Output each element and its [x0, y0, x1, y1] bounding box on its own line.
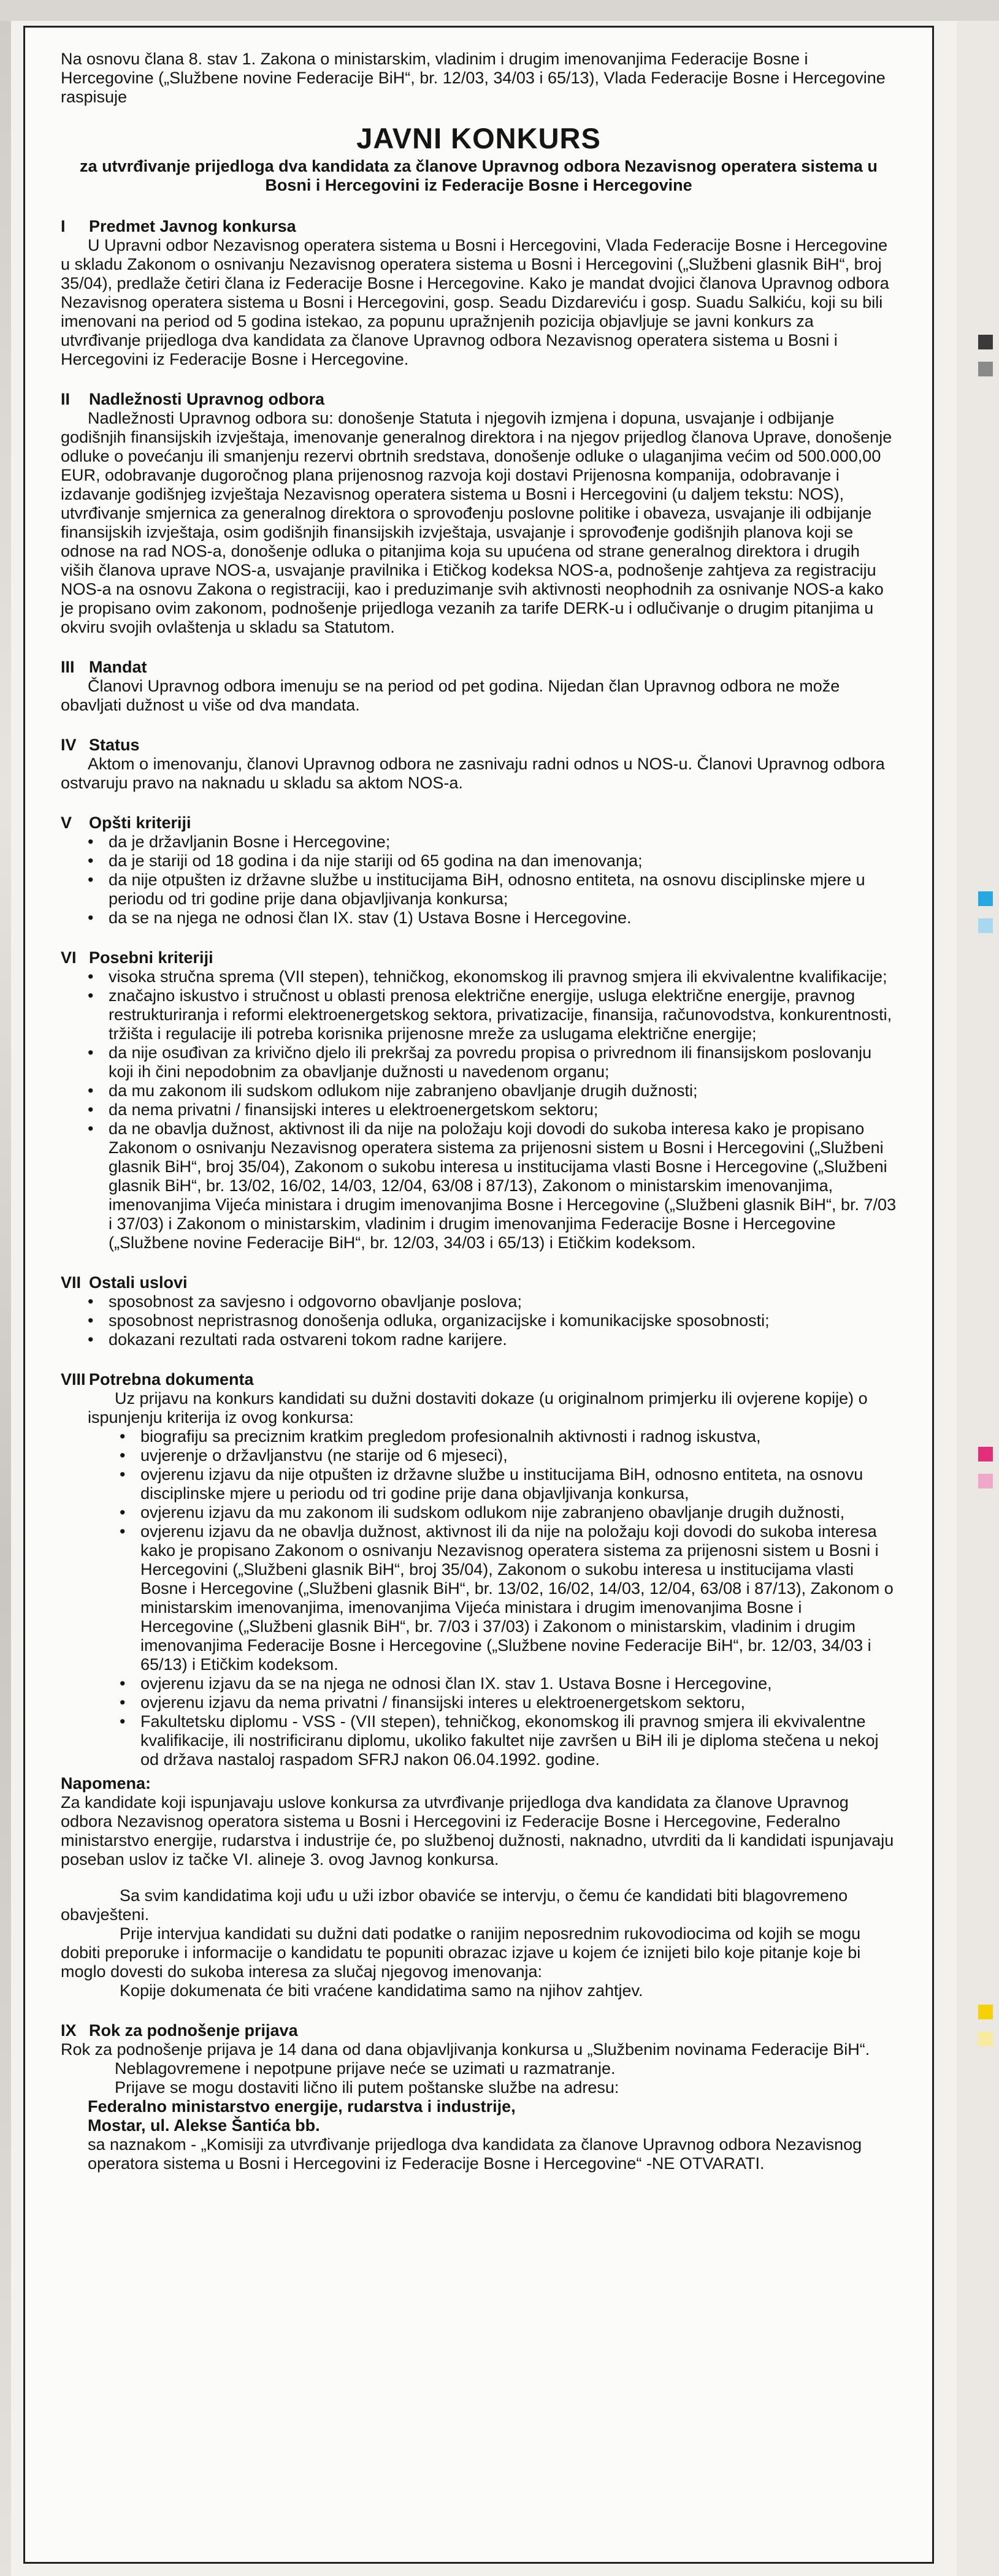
- criteria-list: [61, 967, 897, 1252]
- right-margin: [957, 21, 999, 2576]
- note-heading: Napomena:: [61, 1774, 151, 1793]
- list-item: • da se na njega ne odnosi član IX. stav (1) Ustava Bosne i Hercegovine.: [88, 909, 897, 928]
- section-number: VIII: [61, 1370, 86, 1389]
- note-paragraph: Prije intervjua kandidati su dužni dati podatke o ranijim neposrednim rukovodiocima od kojih se mogu dobiti preporuke i informacije o kandidatu te popuniti obrazac izjave u kojem će iznijeti bilo koje pitanje koje bi moglo dovesti do sukoba interesa za slučaj njegovog imenovanja:: [61, 1924, 861, 1981]
- envelope-label: sa naznakom - „Komisiji za utvrđivanje prijedloga dva kandidata za članove Upravnog odbora Nezavisnog operatora sistema u Bosni i Hercegovini iz Federacije Bosne i Hercegovine“ -NE OTVARATI.: [88, 2135, 862, 2173]
- list-item: • biografiju sa preciznim kratkim pregledom profesionalnih aktivnosti i radnog iskustva,: [120, 1427, 897, 1446]
- list-item: • da je državljanin Bosne i Hercegovine;: [88, 833, 897, 852]
- documents-list: [61, 1427, 897, 1769]
- section-title: Mandat: [89, 658, 147, 676]
- deadline-paragraph: Rok za podnošenje prijava je 14 dana od dana objavljivanja konkursa u „Službenim novinama Federacije BiH“.: [61, 2040, 870, 2059]
- section-special-criteria: [61, 948, 897, 1252]
- section-number: V: [61, 814, 72, 832]
- section-required-documents: [61, 1370, 897, 2000]
- list-item: • da nije osuđivan za krivično djelo ili prekršaj za povredu propisa o privrednom ili finansijskom poslovanju koji ih čini nepodobnim za obavljanje dužnosti u navedenom organu;: [88, 1043, 897, 1081]
- list-item: • da nema privatni / finansijski interes u elektroenergetskom sektoru;: [88, 1100, 897, 1119]
- section-status: [61, 736, 897, 793]
- section-title: Ostali uslovi: [89, 1273, 188, 1292]
- section-other-conditions: [61, 1273, 897, 1349]
- section-mandate: [61, 658, 897, 715]
- list-item: • ovjerenu izjavu da se na njega ne odnosi član IX. stav 1. Ustava Bosne i Hercegovine,: [120, 1674, 897, 1693]
- section-text: Aktom o imenovanju, članovi Upravnog odbora ne zasnivaju radni odnos u NOS-u. Članovi Upravnog odbora ostvaruju pravo na naknadu u skladu sa aktom NOS-a.: [61, 755, 885, 792]
- list-item: • ovjerenu izjavu da nema privatni / finansijski interes u elektroenergetskom sektoru,: [120, 1693, 897, 1712]
- deadline-paragraph: Neblagovremene i nepotpune prijave neće se uzimati u razmatranje.: [115, 2059, 616, 2078]
- deadline-paragraph: Prijave se mogu dostaviti lično ili putem poštanske službe na adresu:: [115, 2078, 619, 2097]
- section-text: Članovi Upravnog odbora imenuju se na period od pet godina. Nijedan član Upravnog odbora ne može obavljati dužnost u više od dva mandata.: [61, 677, 840, 714]
- section-deadline: [61, 2021, 897, 2173]
- top-page-edge: [0, 0, 999, 21]
- list-item: • dokazani rezultati rada ostvareni tokom radne karijere.: [88, 1330, 897, 1349]
- list-item: • sposobnost za savjesno i odgovorno obavljanje poslova;: [88, 1292, 897, 1311]
- address-line: Federalno ministarstvo energije, rudarstva i industrije,: [88, 2097, 516, 2116]
- section-title: Posebni kriteriji: [89, 948, 213, 967]
- note-paragraph: Kopije dokumenata će biti vraćene kandidatima samo na njihov zahtjev.: [120, 1981, 643, 2000]
- section-number: IV: [61, 736, 77, 754]
- list-item: • ovjerenu izjavu da mu zakonom ili sudskom odlukom nije zabranjeno obavljanje drugih dužnosti,: [120, 1503, 897, 1522]
- note-paragraph: Sa svim kandidatima koji uđu u uži izbor obaviće se intervju, o čemu će kandidati biti blagovremeno obavješteni.: [61, 1886, 848, 1924]
- address-line: Mostar, ul. Alekse Šantića bb.: [88, 2116, 320, 2135]
- registration-mark-magenta-light: [978, 1474, 993, 1488]
- section-number: IX: [61, 2021, 77, 2040]
- section-competences: [61, 390, 897, 637]
- list-item: • ovjerenu izjavu da ne obavlja dužnost, aktivnost ili da nije na položaju koji dovodi do sukoba interesa kako je propisano Zakonom o osnivanju Nezavisnog operatera sistema za prijenosni sistem u Bosni i Hercegovini („Službeni glasnik BiH“, broj 35/04), Zakonom o sukobu interesa u institucijama vlasti Bosne i Hercegovine („Službeni glasnik BiH“, br. 13/02, 16/02, 14/03, 12/04, 63/08 i 87/13), Zakonom o ministarskim imenovanjima, imenovanjima Vijeća ministara i drugim imenovanjima Bosne i Hercegovine („Službeni glasnik BiH“, br. 7/03 i 37/03) i Zakonom o ministarskim, vladinim i drugim imenovanjima Federacije Bosne i Hercegovine („Službene novine Federacije BiH“, br. 12/03, 34/03 i 65/13) i Etičkim kodeksom.: [120, 1522, 897, 1674]
- registration-mark-magenta: [978, 1447, 993, 1461]
- list-item: • ovjerenu izjavu da nije otpušten iz državne službe u institucijama BiH, odnosno entiteta, na osnovu disciplinske mjere u periodu od tri godine prije dana objavljivanja konkursa,: [120, 1465, 897, 1503]
- notice-title: JAVNI KONKURS: [356, 122, 601, 154]
- section-number: VI: [61, 948, 77, 967]
- section-title: Opšti kriteriji: [89, 814, 191, 832]
- left-page-edge: [0, 21, 11, 2576]
- section-text: Nadležnosti Upravnog odbora su: donošenje Statuta i njegovih izmjena i dopuna, usvajanje i odbijanje godišnjih finansijskih izvještaja, imenovanje generalnog direktora i na njegov prijedlog članova Uprave, donošenje odluke o povećanju ili smanjenju rezervi obrtnih sredstava, donošenje odluke o ulaganjima većim od 500.000,00 EUR, odobravanje dugoročnog plana prijenosnog razvoja koji dostavi Prijenosna kompanija, odobravanje i izdavanje godišnjeg izvještaja Nezavisnog operatera sistema u Bosni i Hercegovini (u daljem tekstu: NOS), utvrđivanje smjernica za generalnog direktora o sprovođenju poslovne politike i obaveza, usvajanje ili odbijanje finansijskih izvještaja, osim godišnjih finansijskih izvještaja, usvajanje i sprovođenje godišnjih planova koji se odnose na rad NOS-a, donošenje odluka o pitanjima koja su upućena od strane generalnog direktora i drugih viših članova uprave NOS-a, usvajanje pravilnika i Etičkog kodeksa NOS-a, podnošenje zahtjeva za registraciju NOS-a na osnovu Zakona o registraciji, kao i preduzimanje svih aktivnosti neophodnih za osnivanje NOS-a kako je propisano ovim zakonom, podnošenje prijedloga vezanih za tarife DERK-u i odlučivanje o drugim pitanjima u okviru svojih ovlaštenja u skladu sa Statutom.: [61, 409, 892, 636]
- list-item: • da nije otpušten iz državne službe u institucijama BiH, odnosno entiteta, na osnovu disciplinske mjere u periodu od tri godine prije dana objavljivanja konkursa;: [88, 871, 897, 909]
- registration-mark-cyan: [978, 891, 993, 906]
- list-item: • sposobnost nepristrasnog donošenja odluka, organizacijske i komunikacijske sposobnosti;: [88, 1311, 897, 1330]
- registration-mark-gray: [978, 362, 993, 376]
- list-item: • Fakultetsku diplomu - VSS - (VII stepen), tehničkog, ekonomskog ili pravnog smjera ili ekvivalentne kvalifikacije, ili nostrificiranu diplomu, ukoliko fakultet nije završen u BiH ili je diploma stečena u nekoj od država nastaloj raspadom SFRJ nakon 06.04.1992. godine.: [120, 1712, 897, 1769]
- list-item: • da je stariji od 18 godina i da nije stariji od 65 godina na dan imenovanja;: [88, 852, 897, 871]
- section-text: Uz prijavu na konkurs kandidati su dužni dostaviti dokaze (u originalnom primjerku ili ovjerene kopije) o ispunjenju kriterija iz ovog konkursa:: [88, 1389, 868, 1427]
- note-paragraph: Za kandidate koji ispunjavaju uslove konkursa za utvrđivanje prijedloga dva kandidata za članove Upravnog odbora Nezavisnog operatora sistema u Bosni i Hercegovini iz Federacije Bosne i Hercegovine, Federalno ministarstvo energije, rudarstva i industrije će, po službenoj dužnosti, naknadno, utvrditi da li kandidati ispunjavaju poseban uslov iz tačke VI. alineje 3. ovog Javnog konkursa.: [61, 1793, 894, 1869]
- conditions-list: [61, 1292, 897, 1349]
- section-title: Predmet Javnog konkursa: [89, 217, 296, 235]
- section-title: Nadležnosti Upravnog odbora: [89, 390, 325, 408]
- registration-mark-dark: [978, 335, 993, 349]
- intro-paragraph: Na osnovu člana 8. stav 1. Zakona o ministarskim, vladinim i drugim imenovanjima Federacije Bosne i Hercegovine („Službene novine Federacije BiH“, br. 12/03, 34/03 i 65/13), Vlada Federacije Bosne i Hercegovine raspisuje: [61, 50, 886, 106]
- list-item: • visoka stručna sprema (VII stepen), tehničkog, ekonomskog ili pravnog smjera ili ekvivalentne kvalifikacije;: [88, 967, 897, 986]
- criteria-list: [61, 833, 897, 928]
- section-number: I: [61, 217, 66, 235]
- list-item: • da ne obavlja dužnost, aktivnost ili da nije na položaju koji dovodi do sukoba interesa kako je propisano Zakonom o osnivanju Nezavisnog operatera sistema za prijenosni sistem u Bosni i Hercegovini („Službeni glasnik BiH“, broj 35/04), Zakonom o sukobu interesa u institucijama vlasti Bosne i Hercegovine („Službeni glasnik BiH“, br. 13/02, 16/02, 14/03, 12/04, 63/08 i 87/13), Zakonom o ministarskim imenovanjima, imenovanjima Vijeća ministara i drugim imenovanjima Bosne i Hercegovine („Službeni glasnik BiH“, br. 7/03 i 37/03) i Zakonom o ministarskim, vladinim i drugim imenovanjima Federacije Bosne i Hercegovine („Službene novine Federacije BiH“, br. 12/03, 34/03 i 65/13) i Etičkim kodeksom.: [88, 1119, 897, 1252]
- registration-mark-yellow: [978, 2005, 993, 2019]
- section-title: Status: [89, 736, 140, 754]
- registration-mark-yellow-light: [978, 2032, 993, 2046]
- notice-subtitle: za utvrđivanje prijedloga dva kandidata za članove Upravnog odbora Nezavisnog operatera sistema u Bosni i Hercegovini iz Federacije Bosne i Hercegovine: [80, 157, 878, 194]
- section-number: VII: [61, 1273, 82, 1292]
- list-item: • da mu zakonom ili sudskom odlukom nije zabranjeno obavljanje drugih dužnosti;: [88, 1081, 897, 1100]
- section-title: Potrebna dokumenta: [89, 1370, 254, 1389]
- list-item: • značajno iskustvo i stručnost u oblasti prenosa električne energije, usluga električne energije, pravnog restrukturiranja i reformi elektroenergetskog sektora, privatizacije, finansija, računovodstva, konkurentnosti, tržišta i regulacije ili potreba korisnika prijenosne mreže za uslugama električne energije;: [88, 986, 897, 1043]
- list-item: • uvjerenje o državljanstvu (ne starije od 6 mjeseci),: [120, 1446, 897, 1465]
- section-number: II: [61, 390, 71, 408]
- section-subject: [61, 217, 897, 369]
- notice-frame: [23, 26, 934, 2564]
- registration-mark-cyan-light: [978, 918, 993, 933]
- section-general-criteria: [61, 814, 897, 928]
- section-number: III: [61, 658, 75, 676]
- section-title: Rok za podnošenje prijava: [89, 2021, 298, 2040]
- section-text: U Upravni odbor Nezavisnog operatera sistema u Bosni i Hercegovini, Vlada Federacije Bosne i Hercegovine u skladu Zakonom o osnivanju Nezavisnog operatera sistema u Bosni i Hercegovini („Službeni glasnik BiH“, broj 35/04), predlaže četiri člana iz Federacije Bosne i Hercegovine. Kako je mandat dvojici članova Upravnog odbora Nezavisnog operatera sistema u Bosni i Hercegovini, gosp. Seadu Dizdareviću i gosp. Suadu Salkiću, koji su bili imenovani na period od 5 godina istekao, za popunu upražnjenih pozicija objavljuje se javni konkurs za utvrđivanje prijedloga dva kandidata za članove Upravnog odbora Nezavisnog operatera sistema u Bosni i Hercegovini iz Federacije Bosne i Hercegovine.: [61, 236, 889, 368]
